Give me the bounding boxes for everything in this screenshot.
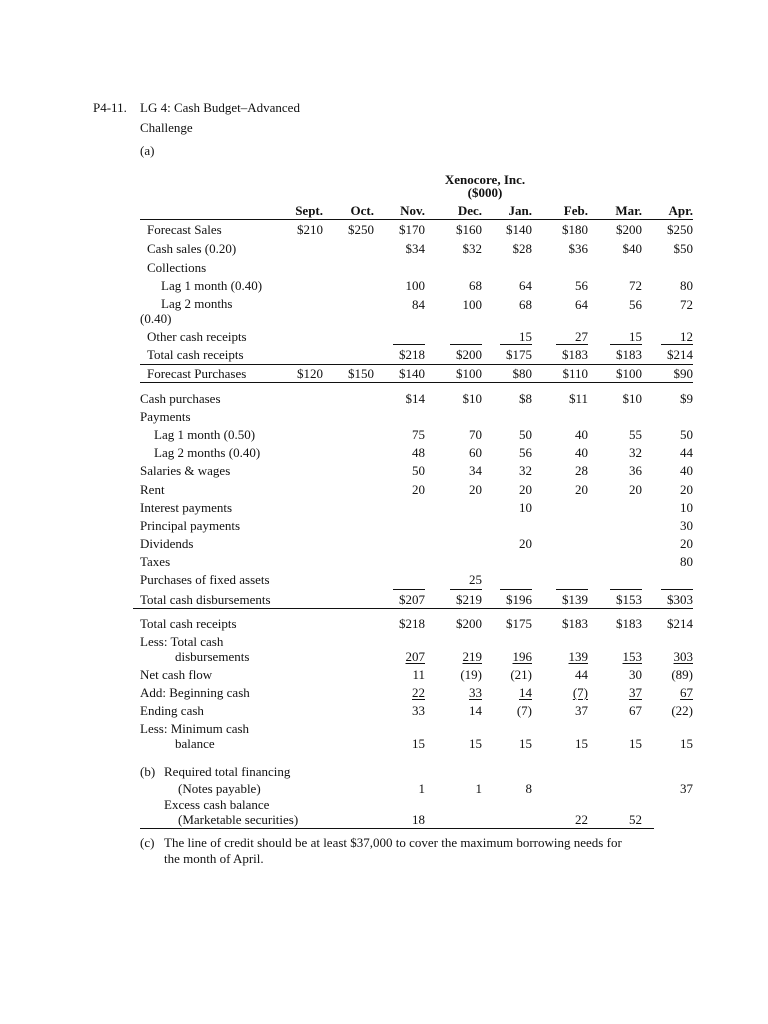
cell-value: $90 bbox=[673, 366, 693, 381]
cell-value: $36 bbox=[568, 241, 588, 256]
cell-value: 20 bbox=[519, 482, 532, 497]
cell-value: (21) bbox=[510, 667, 532, 682]
cell-value: 20 bbox=[680, 536, 693, 551]
company-name: Xenocore, Inc. bbox=[444, 172, 526, 187]
cell-value: 100 bbox=[462, 297, 482, 312]
cell-value: 40 bbox=[575, 445, 588, 460]
cell-value: $214 bbox=[667, 616, 693, 631]
cell-value: 15 bbox=[519, 329, 532, 344]
part-c-text: The line of credit should be at least $37,000 to cover the maximum borrowing needs for bbox=[164, 835, 622, 850]
cell-value: 20 bbox=[412, 482, 425, 497]
part-a-label: (a) bbox=[140, 143, 155, 158]
cell-value: $32 bbox=[462, 241, 482, 256]
cell-value: 20 bbox=[469, 482, 482, 497]
cell-value: 32 bbox=[629, 445, 642, 460]
cell-value: $140 bbox=[506, 222, 532, 237]
row-label: Forecast Sales bbox=[147, 222, 222, 237]
excess-label: Excess cash balance bbox=[164, 797, 270, 812]
cell-value: 64 bbox=[519, 278, 532, 293]
cell-value: $218 bbox=[399, 347, 425, 362]
row-label: disbursements bbox=[175, 649, 250, 664]
cell-value: 10 bbox=[519, 500, 532, 515]
cell-value: (19) bbox=[460, 667, 482, 682]
cell-value: $303 bbox=[667, 592, 693, 607]
cell-value: $34 bbox=[405, 241, 425, 256]
row-label: Total cash disbursements bbox=[140, 592, 271, 607]
cell-value: $180 bbox=[562, 222, 588, 237]
month-header: Oct. bbox=[350, 203, 374, 218]
cell-value: $11 bbox=[568, 391, 588, 406]
cell-value: 34 bbox=[469, 463, 482, 478]
cell-value: $210 bbox=[297, 222, 323, 237]
cell-value: 36 bbox=[629, 463, 642, 478]
cell-value: 72 bbox=[680, 297, 693, 312]
cell-value: 28 bbox=[575, 463, 588, 478]
cell-value: 56 bbox=[629, 297, 642, 312]
cell-value: 15 bbox=[680, 736, 693, 751]
cell-value: 80 bbox=[680, 554, 693, 569]
row-label: Payments bbox=[140, 409, 191, 424]
cell-value: 15 bbox=[412, 736, 425, 751]
cell-value: 67 bbox=[629, 703, 642, 718]
cell-value: (89) bbox=[671, 667, 693, 682]
cell-value: 60 bbox=[469, 445, 482, 460]
cell-value: 20 bbox=[680, 482, 693, 497]
cell-value: 72 bbox=[629, 278, 642, 293]
cell-value: 56 bbox=[519, 445, 532, 460]
cell-value: 44 bbox=[680, 445, 693, 460]
row-label: Lag 2 months bbox=[161, 296, 233, 311]
cell-value: $183 bbox=[616, 347, 642, 362]
cell-value: 32 bbox=[519, 463, 532, 478]
part-c-label: (c) bbox=[140, 835, 155, 850]
cell-value: $219 bbox=[456, 592, 482, 607]
cell-value: $200 bbox=[456, 616, 482, 631]
table-bottom-rule bbox=[140, 828, 654, 829]
row-label: Lag 1 month (0.40) bbox=[161, 278, 263, 293]
row-label: Cash purchases bbox=[140, 391, 221, 406]
cell-value: 15 bbox=[575, 736, 588, 751]
cell-value: 10 bbox=[680, 500, 693, 515]
row-label: Purchases of fixed assets bbox=[140, 572, 270, 587]
cell-value: (7) bbox=[572, 685, 588, 700]
cell-value: 68 bbox=[469, 278, 482, 293]
excess-value: 22 bbox=[575, 812, 588, 827]
row-label: Interest payments bbox=[140, 500, 233, 515]
financing-label: Required total financing bbox=[164, 764, 291, 779]
total-overline bbox=[661, 589, 693, 590]
problem-subtitle: Challenge bbox=[140, 120, 193, 135]
cell-value: $9 bbox=[680, 391, 693, 406]
cell-value: 33 bbox=[412, 703, 425, 718]
row-label: Dividends bbox=[140, 536, 194, 551]
cell-value: 30 bbox=[629, 667, 642, 682]
cell-value: 139 bbox=[568, 649, 588, 664]
table-rule bbox=[140, 364, 693, 365]
row-label: Total cash receipts bbox=[147, 347, 244, 362]
cell-value: $40 bbox=[622, 241, 642, 256]
cell-value: 70 bbox=[469, 427, 482, 442]
cell-value: 67 bbox=[680, 685, 693, 700]
total-overline bbox=[393, 589, 425, 590]
total-overline bbox=[393, 344, 425, 345]
total-overline bbox=[500, 589, 532, 590]
row-label: Rent bbox=[140, 482, 165, 497]
cell-value: 15 bbox=[629, 329, 642, 344]
cell-value: $175 bbox=[506, 616, 532, 631]
month-header: Mar. bbox=[615, 203, 642, 218]
cell-value: $218 bbox=[399, 616, 425, 631]
cell-value: $10 bbox=[462, 391, 482, 406]
cell-value: 40 bbox=[575, 427, 588, 442]
cell-value: $80 bbox=[512, 366, 532, 381]
cell-value: $50 bbox=[673, 241, 693, 256]
cell-value: 48 bbox=[412, 445, 425, 460]
row-label: (0.40) bbox=[140, 311, 172, 326]
row-label: Other cash receipts bbox=[147, 329, 247, 344]
problem-number: P4-11. bbox=[93, 100, 127, 115]
part-b-label: (b) bbox=[140, 764, 156, 779]
cell-value: $207 bbox=[399, 592, 425, 607]
cell-value: 12 bbox=[680, 329, 693, 344]
cell-value: 33 bbox=[469, 685, 482, 700]
financing-value: 1 bbox=[418, 781, 425, 796]
total-overline bbox=[610, 344, 642, 345]
cell-value: $250 bbox=[348, 222, 374, 237]
financing-value: 37 bbox=[680, 781, 693, 796]
cell-value: $8 bbox=[519, 391, 532, 406]
cell-value: $153 bbox=[616, 592, 642, 607]
cell-value: 37 bbox=[575, 703, 588, 718]
cell-value: $140 bbox=[399, 366, 425, 381]
cell-value: 27 bbox=[575, 329, 588, 344]
cell-value: $175 bbox=[506, 347, 532, 362]
cell-value: 68 bbox=[519, 297, 532, 312]
total-overline bbox=[661, 344, 693, 345]
cell-value: 80 bbox=[680, 278, 693, 293]
row-label: Principal payments bbox=[140, 518, 241, 533]
total-overline bbox=[610, 589, 642, 590]
row-label: Less: Total cash bbox=[140, 634, 224, 649]
cell-value: 30 bbox=[680, 518, 693, 533]
cell-value: 50 bbox=[412, 463, 425, 478]
table-header-rule bbox=[140, 219, 693, 220]
row-label: Ending cash bbox=[140, 703, 204, 718]
problem-title: LG 4: Cash Budget–Advanced bbox=[140, 100, 300, 115]
cell-value: 50 bbox=[519, 427, 532, 442]
cell-value: $200 bbox=[456, 347, 482, 362]
cell-value: $110 bbox=[562, 366, 588, 381]
cell-value: 20 bbox=[575, 482, 588, 497]
cell-value: $160 bbox=[456, 222, 482, 237]
row-label: balance bbox=[175, 736, 215, 751]
cell-value: 22 bbox=[412, 685, 425, 700]
cell-value: 44 bbox=[575, 667, 588, 682]
row-label: Forecast Purchases bbox=[147, 366, 247, 381]
month-header: Apr. bbox=[668, 203, 693, 218]
financing-value: 1 bbox=[475, 781, 482, 796]
company-units: ($000) bbox=[467, 185, 503, 200]
part-c-text: the month of April. bbox=[164, 851, 264, 866]
financing-value: 8 bbox=[525, 781, 532, 796]
cell-value: (7) bbox=[516, 703, 532, 718]
row-label: Lag 2 months (0.40) bbox=[154, 445, 261, 460]
cell-value: 15 bbox=[469, 736, 482, 751]
cell-value: 14 bbox=[519, 685, 532, 700]
cell-value: 219 bbox=[462, 649, 482, 664]
table-rule bbox=[133, 608, 693, 609]
excess-sublabel: (Marketable securities) bbox=[178, 812, 299, 827]
cell-value: $170 bbox=[399, 222, 425, 237]
cell-value: 11 bbox=[412, 667, 425, 682]
month-header: Jan. bbox=[508, 203, 532, 218]
cell-value: $183 bbox=[562, 347, 588, 362]
total-overline bbox=[500, 344, 532, 345]
row-label: Lag 1 month (0.50) bbox=[154, 427, 256, 442]
row-label: Net cash flow bbox=[140, 667, 213, 682]
cell-value: $14 bbox=[405, 391, 425, 406]
month-header: Feb. bbox=[563, 203, 588, 218]
cell-value: 40 bbox=[680, 463, 693, 478]
cell-value: 100 bbox=[405, 278, 425, 293]
cell-value: $150 bbox=[348, 366, 374, 381]
cell-value: (22) bbox=[671, 703, 693, 718]
cell-value: $250 bbox=[667, 222, 693, 237]
cell-value: 207 bbox=[405, 649, 425, 664]
cell-value: 55 bbox=[629, 427, 642, 442]
total-overline bbox=[450, 589, 482, 590]
financing-sublabel: (Notes payable) bbox=[178, 781, 261, 796]
cell-value: $183 bbox=[562, 616, 588, 631]
cell-value: 20 bbox=[519, 536, 532, 551]
cell-value: 196 bbox=[512, 649, 532, 664]
cell-value: $196 bbox=[506, 592, 532, 607]
month-header: Sept. bbox=[295, 203, 323, 218]
cell-value: $120 bbox=[297, 366, 323, 381]
cell-value: 14 bbox=[469, 703, 482, 718]
cell-value: $214 bbox=[667, 347, 693, 362]
cell-value: 20 bbox=[629, 482, 642, 497]
month-header: Nov. bbox=[400, 203, 425, 218]
cell-value: 64 bbox=[575, 297, 588, 312]
row-label: Total cash receipts bbox=[140, 616, 237, 631]
row-label: Add: Beginning cash bbox=[140, 685, 250, 700]
table-rule bbox=[140, 382, 693, 383]
cell-value: 84 bbox=[412, 297, 425, 312]
cell-value: 25 bbox=[469, 572, 482, 587]
cell-value: $183 bbox=[616, 616, 642, 631]
cell-value: $28 bbox=[512, 241, 532, 256]
cell-value: $200 bbox=[616, 222, 642, 237]
cell-value: 153 bbox=[622, 649, 642, 664]
total-overline bbox=[450, 344, 482, 345]
excess-value: 52 bbox=[629, 812, 642, 827]
cell-value: 15 bbox=[629, 736, 642, 751]
cell-value: $100 bbox=[616, 366, 642, 381]
month-header: Dec. bbox=[457, 203, 482, 218]
cell-value: 56 bbox=[575, 278, 588, 293]
total-overline bbox=[556, 589, 588, 590]
row-label: Collections bbox=[147, 260, 207, 275]
cell-value: $139 bbox=[562, 592, 588, 607]
cell-value: 50 bbox=[680, 427, 693, 442]
total-overline bbox=[556, 344, 588, 345]
row-label: Taxes bbox=[140, 554, 171, 569]
cell-value: $100 bbox=[456, 366, 482, 381]
excess-value: 18 bbox=[412, 812, 425, 827]
cell-value: 15 bbox=[519, 736, 532, 751]
cell-value: $10 bbox=[622, 391, 642, 406]
cell-value: 303 bbox=[673, 649, 693, 664]
row-label: Salaries & wages bbox=[140, 463, 231, 478]
cell-value: 37 bbox=[629, 685, 642, 700]
row-label: Less: Minimum cash bbox=[140, 721, 250, 736]
cell-value: 75 bbox=[412, 427, 425, 442]
row-label: Cash sales (0.20) bbox=[147, 241, 237, 256]
